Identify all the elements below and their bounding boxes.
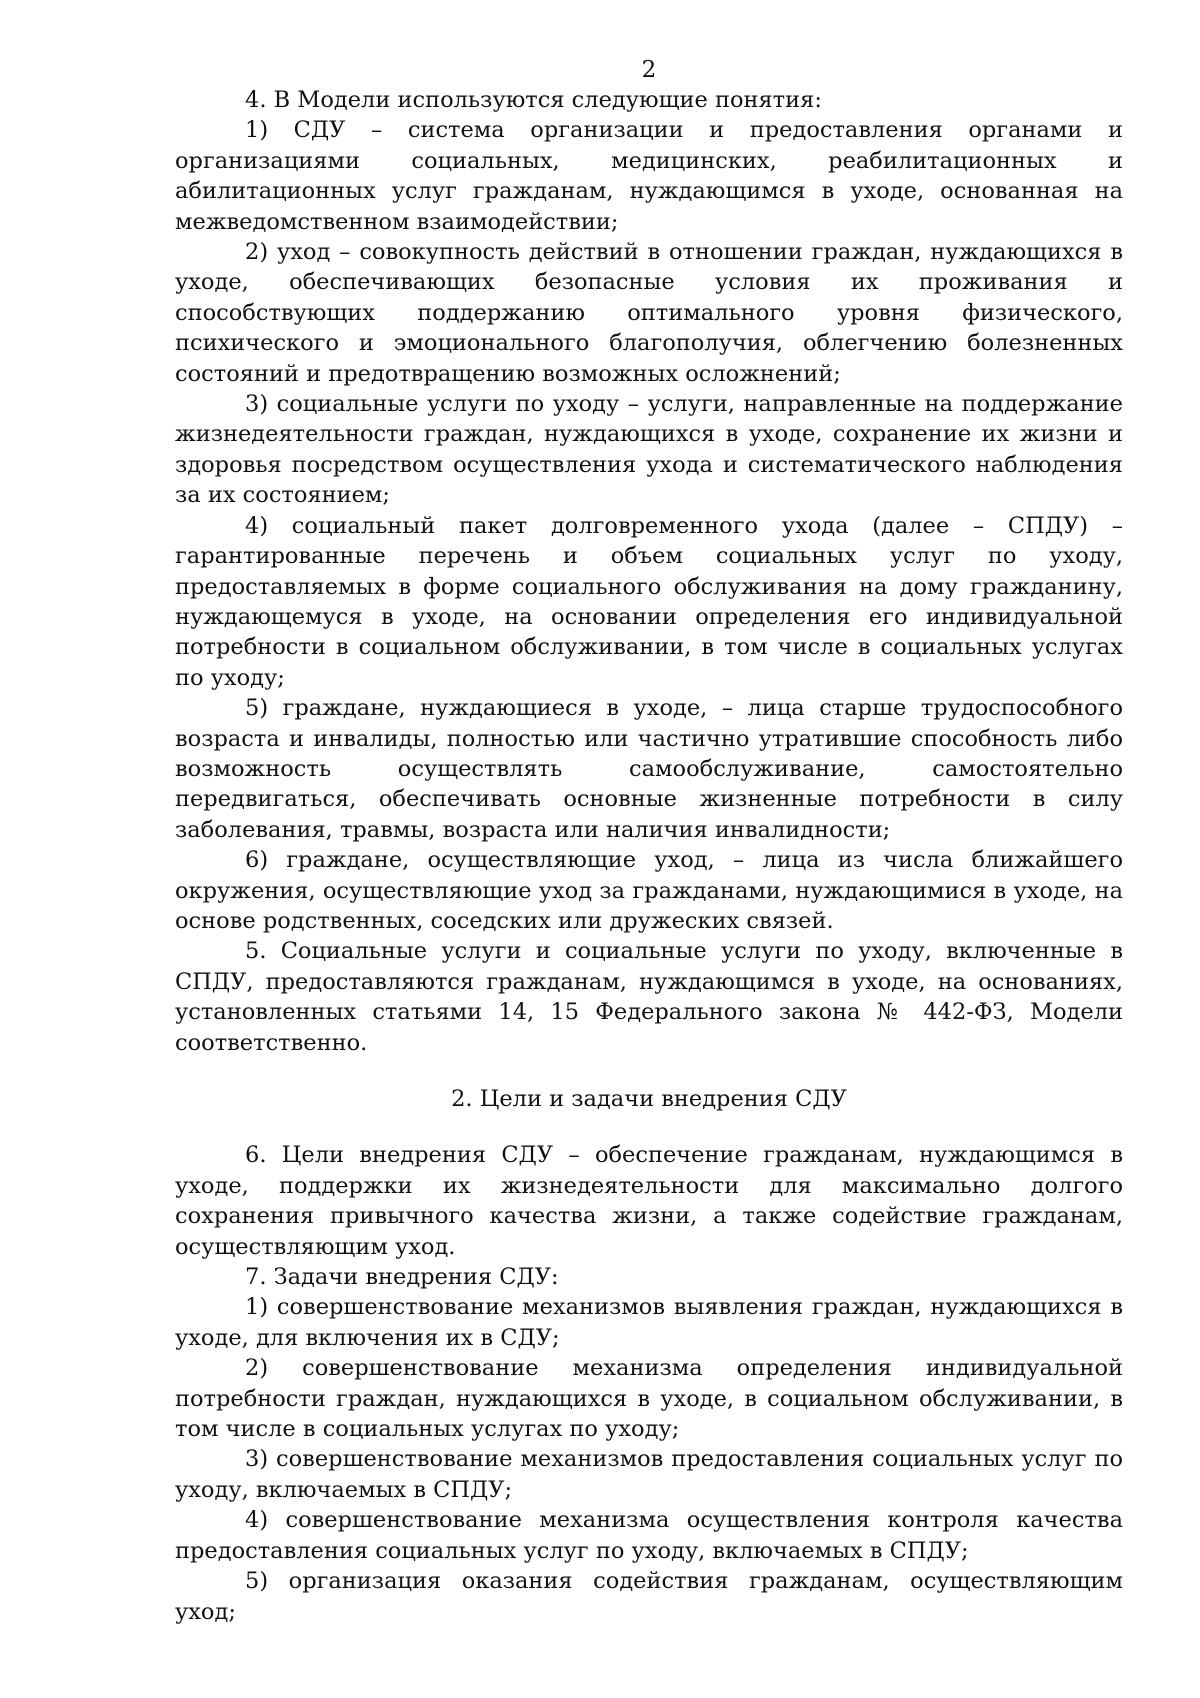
paragraph-definition-sdu: 1) СДУ – система организации и предоставления органами и организациями социальных, медицинских, реабилитационных и абилитационных услуг гражданам, нуждающимся в уходе, основанная на межведомственном взаимодействии; xyxy=(175,117,1123,235)
paragraph-task-4: 4) совершенствование механизма осуществления контроля качества предоставления социальных услуг по уходу, включаемых в СПДУ; xyxy=(175,1507,1123,1564)
paragraph-task-2: 2) совершенствование механизма определения индивидуальной потребности граждан, нуждающихся в уходе, в социальном обслуживании, в том числе в социальных услугах по уходу; xyxy=(175,1355,1123,1443)
paragraph-item-7-tasks: 7. Задачи внедрения СДУ: xyxy=(245,1264,559,1291)
paragraph-definition-spdu: 4) социальный пакет долговременного ухода (далее – СПДУ) – гарантированные перечень и объем социальных услуг по уходу, предоставляемых в форме социального обслуживания на дому гражданину, нуждающемуся в уходе, на основании определения его индивидуальной потребности в социальном обслуживании, в том числе в социальных услугах по уходу; xyxy=(175,512,1123,691)
paragraph-task-1: 1) совершенствование механизмов выявления граждан, нуждающихся в уходе, для включения их в СДУ; xyxy=(175,1294,1123,1351)
paragraph-task-3: 3) совершенствование механизмов предоставления социальных услуг по уходу, включаемых в СПДУ; xyxy=(175,1446,1123,1503)
paragraph-concepts-intro: 4. В Модели используются следующие понятия: xyxy=(245,87,822,113)
paragraph-item-6-goals: 6. Цели внедрения СДУ – обеспечение гражданам, нуждающимся в уходе, поддержки их жизнедеятельности для максимально долгого сохранения привычного качества жизни, а также содействие гражданам, осуществляющим уход. xyxy=(175,1142,1123,1260)
section-heading: 2. Цели и задачи внедрения СДУ xyxy=(451,1086,847,1112)
paragraph-definition-citizens-in-need: 5) граждане, нуждающиеся в уходе, – лица старше трудоспособного возраста и инвалиды, полностью или частично утратившие способность либо возможность осуществлять самообслуживание, самостоятельно передвигаться, обеспечивать основные жизненные потребности в силу заболевания, травмы, возраста или наличия инвалидности; xyxy=(175,695,1123,843)
paragraph-definition-care: 2) уход – совокупность действий в отношении граждан, нуждающихся в уходе, обеспечивающих безопасные условия их проживания и способствующих поддержанию оптимального уровня физического, психического и эмоционального благополучия, облегчению болезненных состояний и предотвращению возможных осложнений; xyxy=(175,239,1123,387)
paragraph-definition-caregivers: 6) граждане, осуществляющие уход, – лица из числа ближайшего окружения, осуществляющие уход за гражданами, нуждающимися в уходе, на основе родственных, соседских или дружеских связей. xyxy=(175,847,1123,934)
paragraph-item-5: 5. Социальные услуги и социальные услуги по уходу, включенные в СПДУ, предоставляются гражданам, нуждающимся в уходе, на основаниях, установленных статьями 14, 15 Федерального закона № 442-ФЗ, Модели соответственно. xyxy=(175,938,1123,1056)
page-number: 2 xyxy=(641,57,657,83)
paragraph-task-5: 5) организация оказания содействия гражданам, осуществляющим уход; xyxy=(175,1568,1123,1625)
document-page xyxy=(175,55,1123,1627)
paragraph-definition-care-services: 3) социальные услуги по уходу – услуги, направленные на поддержание жизнедеятельности граждан, нуждающихся в уходе, сохранение их жизни и здоровья посредством осуществления ухода и систематического наблюдения за их состоянием; xyxy=(175,391,1123,509)
